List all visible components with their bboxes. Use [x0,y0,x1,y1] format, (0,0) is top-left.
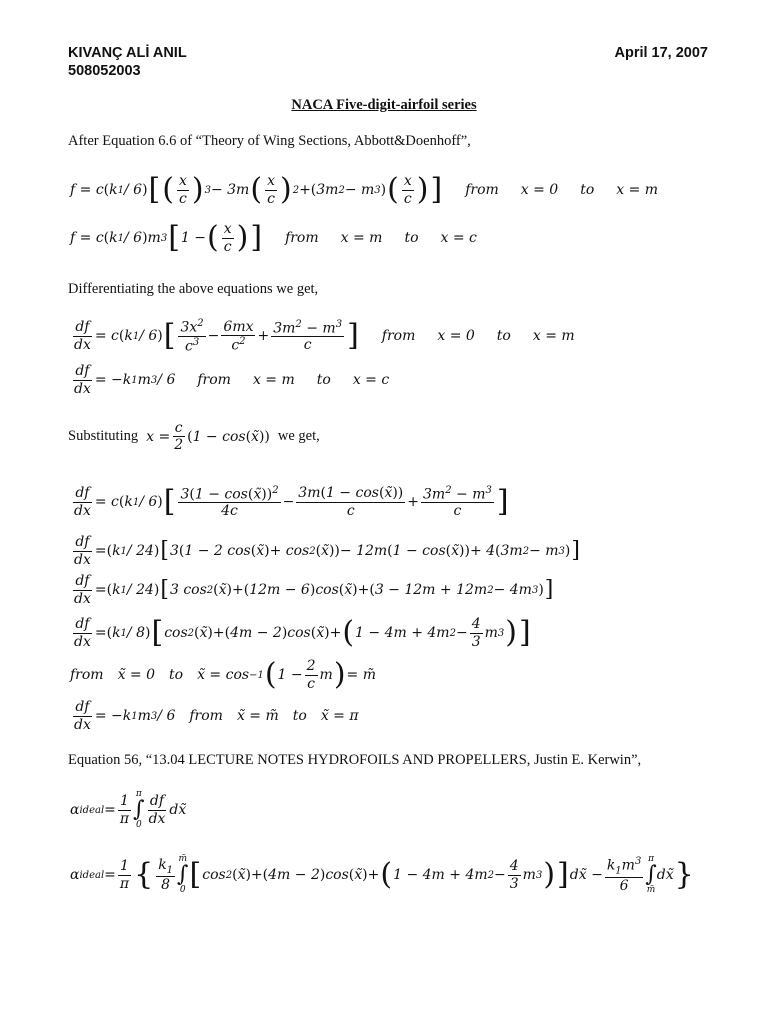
intro-paragraph: After Equation 6.6 of “Theory of Wing Sections, Abbott&Doenhoff”, [68,133,471,149]
to-word: to [580,182,595,198]
substitution-line: Substituting x = $\frac{c}{2}$ ( 1 − cos ( x̃ )) we get, [68,420,320,454]
ideal-angle-equation-2: α ideal = $\frac{1}{\pi}$ { $\frac{k_1}{8}$ m̃ ∫ 0 [ cos 2 ( x̃ ) + ( 4m − 2 ) cos ( x̃ ) + ( 1 − 4m + 4m 2 − $\frac{4}{3}$ m 3 ) ] dx̃ − $\frac{k_1m^3}{6}$ π ∫ m̃ dx̃ } [70,854,694,895]
to-word: to [169,667,184,683]
camber-equation-1: f = c ( k 1 / 6 ) [ ( $\frac{x}{c}$ ) 3 − 3m ( $\frac{x}{c}$ ) 2 + ( 3m 2 − m 3 ) ( $\frac{x}{c}$ ) ] from x = 0 to x = m [70,172,659,207]
slope-equation-2: $\frac{df}{dx}$ = −k 1 m 3 / 6 from x = m to x = c [74,363,390,397]
slope-aft-section: $\frac{df}{dx}$ = −k 1 m 3 / 6 from x̃ = m̃ to x̃ = π [74,699,359,733]
to-word: to [496,328,511,344]
from-word: from [197,372,231,388]
transformed-slope-2: $\frac{df}{dx}$ = ( k 1 / 24 ) [ 3 ( 1 − 2 cos ( x̃ ) + cos 2 ( x̃ )) − 12m ( 1 − cos ( x̃ )) + 4 ( 3m 2 − m 3 ) ] [74,534,580,568]
from-word: from [285,230,319,246]
transformed-slope-3: $\frac{df}{dx}$ = ( k 1 / 24 ) [ 3 cos 2 ( x̃ ) + ( 12m − 6 ) cos ( x̃ ) + ( 3 − 12m + 12m 2 − 4m 3 ) ] [74,573,554,607]
camber-equation-2: f = c ( k 1 / 6 ) m 3 [ 1 − ( $\frac{x}{c}$ ) ] from x = m to x = c [70,220,477,255]
ideal-angle-equation-1: α ideal = $\frac{1}{\pi}$ π ∫ 0 $\frac{df}{dx}$ dx̃ [70,789,187,830]
transformed-slope-1: $\frac{df}{dx}$ = c ( k 1 / 6 ) [ $\frac{3(1 - \cos(x̃))^2}{4c}$ − $\frac{3m(1 - \cos(x̃))}{c}$ + $\frac{3m^2 - m^3}{c}$ ] [74,484,509,520]
student-id: 508052003 [68,63,141,79]
from-word: from [465,182,499,198]
author-name: KIVANÇ ALİ ANIL [68,45,187,61]
from-word: from [189,708,223,724]
document-date: April 17, 2007 [614,45,708,61]
to-word: to [292,708,307,724]
slope-equation-1: $\frac{df}{dx}$ = c ( k 1 / 6 ) [ $\frac{3x^2}{c^3}$ − $\frac{6mx}{c^2}$ + $\frac{3m^2 - m^3}{c}$ ] from x = 0 to x = m [74,317,575,355]
transformed-slope-4: $\frac{df}{dx}$ = ( k 1 / 8 ) [ cos 2 ( x̃ ) + ( 4m − 2 ) cos ( x̃ ) + ( 1 − 4m + 4m 2 − $\frac{4}{3}$ m 3 ) ] [74,615,531,650]
reference-paragraph: Equation 56, “13.04 LECTURE NOTES HYDROFOILS AND PROPELLERS, Justin E. Kerwin”, [68,752,642,768]
substitution-text: Substituting [68,428,139,445]
differentiation-paragraph: Differentiating the above equations we get, [68,281,319,297]
document-title: NACA Five-digit-airfoil series [291,97,477,113]
substitution-tail: we get, [277,428,320,445]
from-word: from [70,667,104,683]
range-line-1: from x̃ = 0 to x̃ = cos −1 ( 1 − $\frac{2}{c}$ m ) = m̃ [70,657,377,692]
to-word: to [316,372,331,388]
to-word: to [404,230,419,246]
from-word: from [381,328,416,344]
